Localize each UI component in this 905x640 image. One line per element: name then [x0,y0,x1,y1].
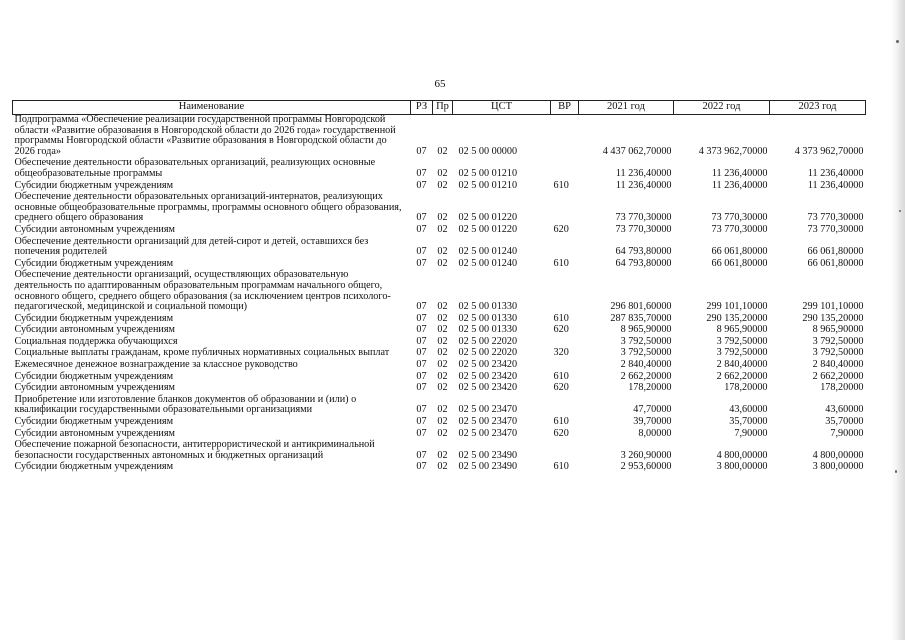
cell-cst: 02 5 00 22020 [458,335,518,347]
cell-vr: 610 [553,312,569,324]
cell-vr [551,192,579,225]
table-row [13,462,866,474]
cell-y2021: 178,20000 [628,382,672,394]
table-row [13,192,866,225]
cell-name: Обеспечение деятельности образовательных организаций-интернатов, реализующих основные общеобразовательные программы, программы основного общего образования, среднего общего образования [14,191,402,224]
cell-cst: 02 5 00 23420 [458,382,518,394]
cell-vr [551,270,579,313]
cell-cst: 02 5 00 23470 [458,404,518,416]
cell-name: Подпрограмма «Обеспечение реализации государственной программы Новгородской области «Развитие образования в Новгородской области до 2026 года» государственной программы Новгородской области «Развитие образования в Новгородской области до 2026 года» [14,114,396,157]
cell-pr: 02 [437,312,448,324]
cell-y2021: 39,70000 [633,416,672,428]
cell-vr: 620 [553,223,569,235]
header-2023: 2023 год [770,101,866,115]
cell-cst: 02 5 00 01220 [458,212,518,224]
cell-y2021: 73 770,30000 [615,223,672,235]
cell-cst: 02 5 00 23470 [458,427,518,439]
cell-pr: 02 [437,461,448,473]
cell-rz: 07 [416,145,427,157]
cell-y2021: 8,00000 [638,427,672,439]
cell-y2022: 290 135,20000 [706,312,768,324]
table-row [13,440,866,462]
cell-cst: 02 5 00 22020 [458,347,518,359]
cell-y2022: 8 965,90000 [716,324,768,336]
cell-y2023: 3 792,50000 [812,347,864,359]
cell-name: Субсидии автономным учреждениям [14,427,175,439]
cell-vr [551,440,579,462]
cell-y2021: 287 835,70000 [610,312,672,324]
cell-pr: 02 [437,145,448,157]
cell-rz: 07 [416,212,427,224]
cell-y2023: 4 373 962,70000 [794,145,864,157]
cell-pr: 02 [437,257,448,269]
cell-y2023: 66 061,80000 [807,257,864,269]
scan-edge-artifact [891,0,905,640]
budget-table [12,100,866,474]
cell-pr: 02 [437,449,448,461]
cell-pr: 02 [437,404,448,416]
cell-y2023: 11 236,40000 [807,179,864,191]
header-pr: Пр [433,101,453,115]
cell-y2023: 299 101,10000 [802,301,864,313]
cell-y2021: 2 840,40000 [620,359,672,371]
cell-name: Социальная поддержка обучающихся [14,335,178,347]
table-row [13,115,866,159]
cell-name: Субсидии автономным учреждениям [14,382,175,394]
cell-vr: 610 [553,257,569,269]
cell-y2023: 2 662,20000 [812,370,864,382]
cell-name: Субсидии бюджетным учреждениям [14,312,174,324]
cell-name: Обеспечение пожарной безопасности, антитеррористической и антикриминальной безопасности государственных автономных и бюджетных организаций [14,439,375,461]
cell-vr: 610 [553,416,569,428]
cell-y2023: 2 840,40000 [812,359,864,371]
cell-pr: 02 [437,324,448,336]
cell-pr: 02 [437,359,448,371]
header-rz: РЗ [411,101,433,115]
cell-rz: 07 [416,223,427,235]
cell-y2021: 3 792,50000 [620,347,672,359]
table-row [13,270,866,313]
cell-rz: 07 [416,347,427,359]
cell-y2023: 3 800,00000 [812,461,864,473]
cell-pr: 02 [437,301,448,313]
cell-y2021: 2 953,60000 [620,461,672,473]
header-vr: ВР [551,101,579,115]
cell-vr: 320 [553,347,569,359]
cell-y2022: 299 101,10000 [706,301,768,313]
cell-pr: 02 [437,427,448,439]
cell-name: Субсидии бюджетным учреждениям [14,461,174,473]
cell-pr: 02 [437,416,448,428]
cell-y2022: 73 770,30000 [711,212,768,224]
cell-rz: 07 [416,461,427,473]
cell-name: Ежемесячное денежное вознаграждение за классное руководство [14,359,298,371]
cell-y2022: 3 800,00000 [716,461,768,473]
cell-y2022: 43,60000 [729,404,768,416]
cell-y2023: 11 236,40000 [807,167,864,179]
cell-y2022: 4 800,00000 [716,449,768,461]
cell-y2023: 73 770,30000 [807,212,864,224]
cell-y2023: 4 800,00000 [812,449,864,461]
cell-y2022: 11 236,40000 [711,179,768,191]
table-row [13,360,866,372]
cell-rz: 07 [416,257,427,269]
cell-rz: 07 [416,370,427,382]
cell-cst: 02 5 00 23420 [458,370,518,382]
cell-vr [551,395,579,417]
cell-y2021: 296 801,60000 [610,301,672,313]
cell-cst: 02 5 00 01210 [458,167,518,179]
cell-y2021: 64 793,80000 [615,246,672,258]
cell-name: Субсидии автономным учреждениям [14,324,175,336]
cell-name: Обеспечение деятельности организаций, осуществляющих образовательную деятельность по адаптированным образовательным программам начального общего, основного общего, среднего общего образования (за исключением центров психолого-педагогической, медицинской и социальной помощи) [14,269,391,313]
cell-rz: 07 [416,179,427,191]
cell-y2022: 2 840,40000 [716,359,768,371]
cell-y2021: 3 792,50000 [620,335,672,347]
cell-name: Субсидии бюджетным учреждениям [14,179,174,191]
cell-y2021: 11 236,40000 [615,179,672,191]
cell-y2022: 3 792,50000 [716,347,768,359]
cell-y2022: 66 061,80000 [711,257,768,269]
cell-cst: 02 5 00 01240 [458,246,518,258]
cell-cst: 02 5 00 00000 [458,145,518,157]
cell-y2023: 73 770,30000 [807,223,864,235]
cell-y2023: 178,20000 [820,382,864,394]
cell-vr: 620 [553,427,569,439]
cell-name: Обеспечение деятельности организаций для детей-сирот и детей, оставшихся без попечения родителей [14,235,369,258]
cell-y2022: 7,90000 [734,427,768,439]
cell-vr [551,158,579,180]
cell-pr: 02 [437,335,448,347]
cell-cst: 02 5 00 23420 [458,359,518,371]
header-2021: 2021 год [579,101,674,115]
cell-cst: 02 5 00 23490 [458,449,518,461]
cell-vr: 610 [553,370,569,382]
cell-pr: 02 [437,212,448,224]
cell-y2021: 4 437 062,70000 [602,145,672,157]
cell-vr [551,115,579,159]
scan-speck [895,470,897,473]
cell-y2023: 35,70000 [825,416,864,428]
cell-rz: 07 [416,359,427,371]
cell-y2022: 178,20000 [724,382,768,394]
cell-name: Социальные выплаты гражданам, кроме публичных нормативных социальных выплат [14,347,390,359]
header-cst: ЦСТ [453,101,551,115]
cell-name: Субсидии бюджетным учреждениям [14,257,174,269]
table-header [13,101,866,115]
cell-y2022: 73 770,30000 [711,223,768,235]
cell-name: Приобретение или изготовление бланков документов об образовании и (или) о квалификации государственными образовательными организациями [14,393,357,416]
cell-y2023: 43,60000 [825,404,864,416]
cell-vr: 620 [553,324,569,336]
cell-cst: 02 5 00 01330 [458,324,518,336]
cell-y2023: 7,90000 [830,427,864,439]
header-name: Наименование [13,101,411,115]
cell-pr: 02 [437,382,448,394]
cell-y2022: 66 061,80000 [711,246,768,258]
cell-pr: 02 [437,370,448,382]
cell-rz: 07 [416,246,427,258]
table-row [13,237,866,259]
cell-y2021: 2 662,20000 [620,370,672,382]
cell-y2022: 3 792,50000 [716,335,768,347]
cell-y2021: 11 236,40000 [615,167,672,179]
cell-pr: 02 [437,223,448,235]
cell-y2023: 8 965,90000 [812,324,864,336]
cell-cst: 02 5 00 23490 [458,461,518,473]
table-row [13,158,866,180]
cell-y2022: 35,70000 [729,416,768,428]
cell-y2023: 290 135,20000 [802,312,864,324]
cell-rz: 07 [416,382,427,394]
cell-rz: 07 [416,167,427,179]
cell-pr: 02 [437,347,448,359]
cell-y2021: 73 770,30000 [615,212,672,224]
cell-y2022: 11 236,40000 [711,167,768,179]
cell-cst: 02 5 00 01220 [458,223,518,235]
cell-cst: 02 5 00 01210 [458,179,518,191]
page-number: 65 [434,78,446,90]
cell-y2021: 8 965,90000 [620,324,672,336]
cell-rz: 07 [416,449,427,461]
cell-rz: 07 [416,416,427,428]
cell-cst: 02 5 00 01240 [458,257,518,269]
cell-name: Субсидии автономным учреждениям [14,223,175,235]
cell-y2021: 47,70000 [633,404,672,416]
scan-speck [896,40,899,43]
cell-rz: 07 [416,301,427,313]
table-row [13,395,866,417]
cell-vr [551,237,579,259]
cell-rz: 07 [416,335,427,347]
cell-pr: 02 [437,246,448,258]
cell-cst: 02 5 00 01330 [458,301,518,313]
cell-pr: 02 [437,167,448,179]
cell-y2023: 3 792,50000 [812,335,864,347]
cell-y2022: 4 373 962,70000 [698,145,768,157]
cell-rz: 07 [416,404,427,416]
table-row [13,225,866,237]
cell-vr: 620 [553,382,569,394]
cell-y2023: 66 061,80000 [807,246,864,258]
cell-cst: 02 5 00 01330 [458,312,518,324]
table-body [13,115,866,475]
cell-y2021: 3 260,90000 [620,449,672,461]
cell-name: Обеспечение деятельности образовательных организаций, реализующих основные общеобразовательные программы [14,157,376,179]
cell-rz: 07 [416,427,427,439]
header-2022: 2022 год [674,101,770,115]
cell-rz: 07 [416,324,427,336]
cell-name: Субсидии бюджетным учреждениям [14,370,174,382]
cell-y2022: 2 662,20000 [716,370,768,382]
scan-speck [899,210,901,212]
table-row [13,417,866,429]
cell-name: Субсидии бюджетным учреждениям [14,416,174,428]
cell-pr: 02 [437,179,448,191]
cell-vr [551,360,579,372]
cell-vr: 610 [553,179,569,191]
cell-vr: 610 [553,461,569,473]
cell-rz: 07 [416,312,427,324]
cell-y2021: 64 793,80000 [615,257,672,269]
cell-cst: 02 5 00 23470 [458,416,518,428]
